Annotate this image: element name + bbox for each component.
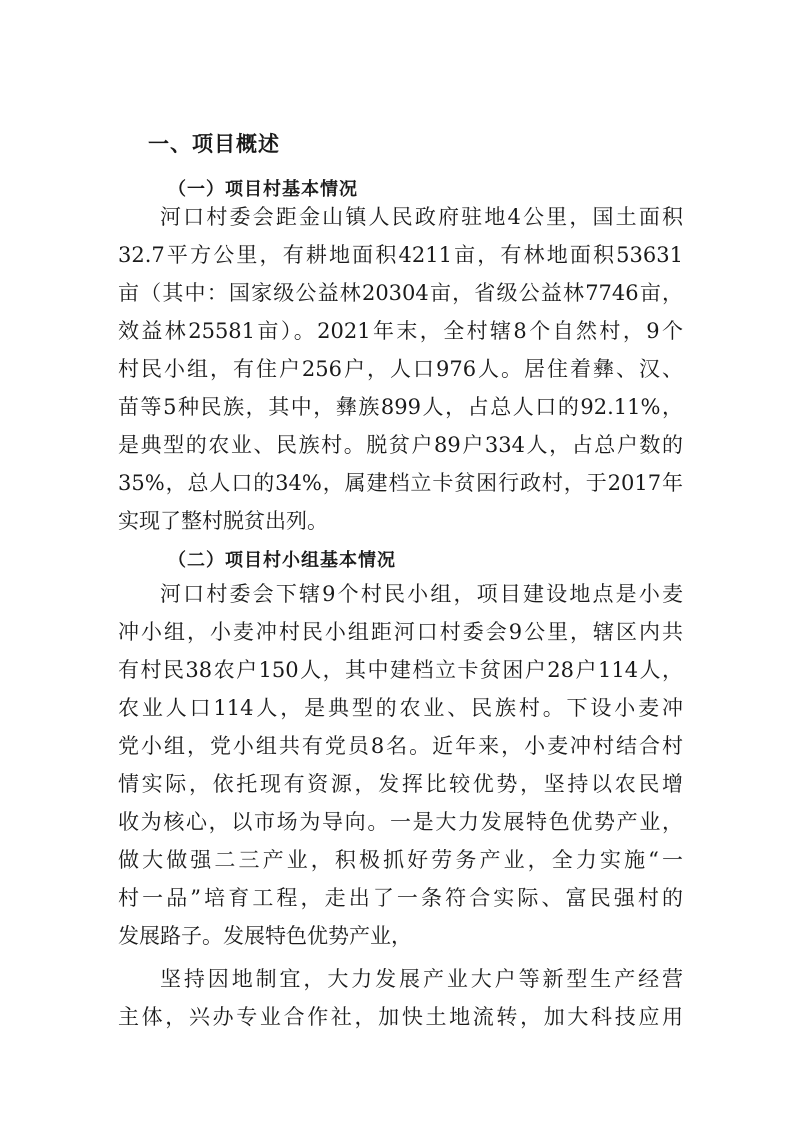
paragraph-line: 河口村委会距金山镇人民政府驻地4公里，国土面积 — [160, 205, 683, 229]
paragraph-line: 冲小组，小麦冲村民小组距河口村委会9公里，辖区内共 — [118, 620, 683, 644]
paragraph-line: 35%，总人口的34%，属建档立卡贫困行政村，于2017年 — [118, 471, 683, 495]
subsection-title-1: （一）项目村基本情况 — [168, 179, 358, 200]
paragraph-line: 有村民38农户150人，其中建档立卡贫困户28户114人， — [118, 658, 683, 682]
paragraph-line: 亩（其中：国家级公益林20304亩，省级公益林7746亩， — [118, 281, 683, 305]
paragraph-line: 效益林25581亩）。2021年末，全村辖8个自然村，9个 — [118, 319, 683, 343]
paragraph-line: 做大做强二三产业，积极抓好劳务产业，全力实施“一 — [118, 848, 683, 872]
paragraph-line: 发展路子。发展特色优势产业， — [118, 924, 412, 948]
paragraph-line: 实现了整村脱贫出列。 — [118, 509, 328, 533]
paragraph-line: 情实际，依托现有资源，发挥比较优势，坚持以农民增 — [118, 772, 683, 796]
section-title: 一、项目概述 — [148, 132, 280, 156]
paragraph-line: 河口村委会下辖9个村民小组，项目建设地点是小麦 — [160, 582, 683, 606]
paragraph-line: 收为核心，以市场为导向。一是大力发展特色优势产业， — [118, 810, 683, 834]
paragraph-line: 村民小组，有住户256户，人口976人。居住着彝、汉、 — [118, 357, 683, 381]
paragraph-line: 村一品”培育工程，走出了一条符合实际、富民强村的 — [118, 886, 683, 910]
paragraph-line: 主体，兴办专业合作社，加快土地流转，加大科技应用 — [118, 1005, 683, 1029]
paragraph-line: 苗等5种民族，其中，彝族899人，占总人口的92.11%， — [118, 395, 683, 419]
paragraph-line: 32.7平方公里，有耕地面积4211亩，有林地面积53631 — [118, 243, 683, 267]
subsection-title-2: （二）项目村小组基本情况 — [168, 550, 396, 571]
paragraph-line: 是典型的农业、民族村。脱贫户89户334人，占总户数的 — [118, 433, 683, 457]
paragraph-line: 农业人口114人，是典型的农业、民族村。下设小麦冲 — [118, 696, 683, 720]
paragraph-line: 坚持因地制宜，大力发展产业大户等新型生产经营 — [160, 967, 683, 991]
paragraph-line: 党小组，党小组共有党员8名。近年来，小麦冲村结合村 — [118, 734, 683, 758]
